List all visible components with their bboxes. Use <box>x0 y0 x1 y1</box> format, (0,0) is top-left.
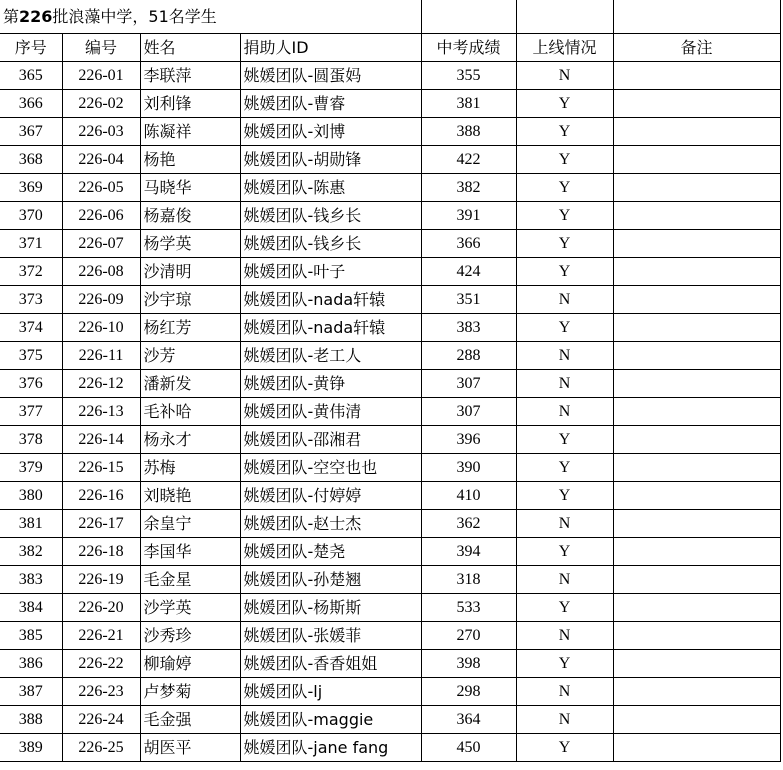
name-cell[interactable]: 胡医平 <box>140 734 240 762</box>
remarks-cell[interactable] <box>613 314 780 342</box>
code-cell[interactable]: 226-08 <box>62 258 140 286</box>
remarks-cell[interactable] <box>613 230 780 258</box>
header-row <box>0 34 780 62</box>
code-cell[interactable]: 226-12 <box>62 370 140 398</box>
seq-cell[interactable]: 381 <box>0 510 62 538</box>
table-row <box>0 370 780 398</box>
name-cell[interactable]: 沙宇琼 <box>140 286 240 314</box>
code-cell[interactable]: 226-05 <box>62 174 140 202</box>
code-cell[interactable]: 226-09 <box>62 286 140 314</box>
status-cell[interactable]: N <box>516 678 613 706</box>
status-cell[interactable]: N <box>516 398 613 426</box>
seq-cell[interactable]: 365 <box>0 62 62 90</box>
donor-id-cell[interactable]: 姚媛团队-曹睿 <box>240 90 421 118</box>
exam-score-cell[interactable]: 355 <box>421 62 516 90</box>
code-cell[interactable]: 226-17 <box>62 510 140 538</box>
donor-id-cell[interactable]: 姚媛团队-杨斯斯 <box>240 594 421 622</box>
table-row <box>0 650 780 678</box>
code-cell[interactable]: 226-02 <box>62 90 140 118</box>
code-cell[interactable]: 226-07 <box>62 230 140 258</box>
table-row <box>0 734 780 762</box>
name-cell[interactable]: 李国华 <box>140 538 240 566</box>
donor-id-cell[interactable]: 姚媛团队-陈惠 <box>240 174 421 202</box>
remarks-cell[interactable] <box>613 706 780 734</box>
seq-cell[interactable]: 369 <box>0 174 62 202</box>
donor-id-cell[interactable]: 姚媛团队-赵士杰 <box>240 510 421 538</box>
seq-cell[interactable]: 386 <box>0 650 62 678</box>
name-cell[interactable]: 毛金强 <box>140 706 240 734</box>
exam-score-cell[interactable]: 270 <box>421 622 516 650</box>
table-row <box>0 230 780 258</box>
remarks-cell[interactable] <box>613 426 780 454</box>
code-cell[interactable]: 226-22 <box>62 650 140 678</box>
exam-score-cell[interactable]: 390 <box>421 454 516 482</box>
donor-id-cell[interactable]: 姚媛团队-老工人 <box>240 342 421 370</box>
status-cell[interactable]: N <box>516 622 613 650</box>
remarks-cell[interactable] <box>613 258 780 286</box>
exam-score-cell[interactable]: 362 <box>421 510 516 538</box>
table-row <box>0 622 780 650</box>
table-row <box>0 482 780 510</box>
empty-cell[interactable] <box>421 0 516 34</box>
exam-score-cell[interactable]: 410 <box>421 482 516 510</box>
title-suffix: 批浪藻中学，51名学生 <box>52 7 217 26</box>
seq-cell[interactable]: 375 <box>0 342 62 370</box>
remarks-cell[interactable] <box>613 202 780 230</box>
remarks-cell[interactable] <box>613 454 780 482</box>
status-cell[interactable]: Y <box>516 482 613 510</box>
table-row <box>0 454 780 482</box>
name-cell[interactable]: 马晓华 <box>140 174 240 202</box>
status-cell[interactable]: N <box>516 286 613 314</box>
name-cell[interactable]: 苏梅 <box>140 454 240 482</box>
header-code[interactable]: 编号 <box>62 34 140 62</box>
donor-id-cell[interactable]: 姚媛团队-孙楚翘 <box>240 566 421 594</box>
seq-cell[interactable]: 367 <box>0 118 62 146</box>
table-row <box>0 510 780 538</box>
empty-cell[interactable] <box>613 0 780 34</box>
status-cell[interactable]: Y <box>516 118 613 146</box>
status-cell[interactable]: N <box>516 342 613 370</box>
status-cell[interactable]: Y <box>516 538 613 566</box>
name-cell[interactable]: 柳瑜婷 <box>140 650 240 678</box>
status-cell[interactable]: Y <box>516 202 613 230</box>
name-cell[interactable]: 沙学英 <box>140 594 240 622</box>
donor-id-cell[interactable]: 姚媛团队-黄铮 <box>240 370 421 398</box>
table-row <box>0 398 780 426</box>
exam-score-cell[interactable]: 307 <box>421 398 516 426</box>
seq-cell[interactable]: 384 <box>0 594 62 622</box>
seq-cell[interactable]: 382 <box>0 538 62 566</box>
code-cell[interactable]: 226-25 <box>62 734 140 762</box>
exam-score-cell[interactable]: 450 <box>421 734 516 762</box>
table-row <box>0 566 780 594</box>
table-row <box>0 706 780 734</box>
status-cell[interactable]: N <box>516 510 613 538</box>
table-row <box>0 146 780 174</box>
code-cell[interactable]: 226-14 <box>62 426 140 454</box>
status-cell[interactable]: Y <box>516 734 613 762</box>
header-donor-id[interactable]: 捐助人ID <box>240 34 421 62</box>
donor-id-cell[interactable]: 姚媛团队-钱乡长 <box>240 230 421 258</box>
name-cell[interactable]: 刘利锋 <box>140 90 240 118</box>
seq-cell[interactable]: 379 <box>0 454 62 482</box>
remarks-cell[interactable] <box>613 566 780 594</box>
seq-cell[interactable]: 376 <box>0 370 62 398</box>
exam-score-cell[interactable]: 533 <box>421 594 516 622</box>
exam-score-cell[interactable]: 351 <box>421 286 516 314</box>
status-cell[interactable]: N <box>516 62 613 90</box>
status-cell[interactable]: Y <box>516 258 613 286</box>
empty-cell[interactable] <box>516 0 613 34</box>
seq-cell[interactable]: 387 <box>0 678 62 706</box>
name-cell[interactable]: 杨嘉俊 <box>140 202 240 230</box>
exam-score-cell[interactable]: 388 <box>421 118 516 146</box>
header-remarks[interactable]: 备注 <box>613 34 780 62</box>
status-cell[interactable]: Y <box>516 230 613 258</box>
donor-id-cell[interactable]: 姚媛团队-nada轩辕 <box>240 286 421 314</box>
donor-id-cell[interactable]: 姚媛团队-刘博 <box>240 118 421 146</box>
name-cell[interactable]: 毛金星 <box>140 566 240 594</box>
table-row <box>0 62 780 90</box>
remarks-cell[interactable] <box>613 482 780 510</box>
remarks-cell[interactable] <box>613 370 780 398</box>
table-row <box>0 594 780 622</box>
table-row <box>0 202 780 230</box>
name-cell[interactable]: 杨永才 <box>140 426 240 454</box>
remarks-cell[interactable] <box>613 286 780 314</box>
donor-id-cell[interactable]: 姚媛团队-张媛菲 <box>240 622 421 650</box>
seq-cell[interactable]: 380 <box>0 482 62 510</box>
seq-cell[interactable]: 385 <box>0 622 62 650</box>
seq-cell[interactable]: 371 <box>0 230 62 258</box>
exam-score-cell[interactable]: 364 <box>421 706 516 734</box>
header-seq[interactable]: 序号 <box>0 34 62 62</box>
code-cell[interactable]: 226-01 <box>62 62 140 90</box>
donor-id-cell[interactable]: 姚媛团队-圆蛋妈 <box>240 62 421 90</box>
name-cell[interactable]: 余皇宁 <box>140 510 240 538</box>
remarks-cell[interactable] <box>613 342 780 370</box>
status-cell[interactable]: Y <box>516 650 613 678</box>
code-cell[interactable]: 226-21 <box>62 622 140 650</box>
table-row <box>0 426 780 454</box>
donor-id-cell[interactable]: 姚媛团队-邵湘君 <box>240 426 421 454</box>
seq-cell[interactable]: 366 <box>0 90 62 118</box>
table-row <box>0 174 780 202</box>
name-cell[interactable]: 潘新发 <box>140 370 240 398</box>
seq-cell[interactable]: 372 <box>0 258 62 286</box>
remarks-cell[interactable] <box>613 62 780 90</box>
seq-cell[interactable]: 389 <box>0 734 62 762</box>
status-cell[interactable]: N <box>516 370 613 398</box>
code-cell[interactable]: 226-16 <box>62 482 140 510</box>
donor-id-cell[interactable]: 姚媛团队-钱乡长 <box>240 202 421 230</box>
header-admission-status[interactable]: 上线情况 <box>516 34 613 62</box>
seq-cell[interactable]: 368 <box>0 146 62 174</box>
table-row <box>0 314 780 342</box>
name-cell[interactable]: 陈凝祥 <box>140 118 240 146</box>
code-cell[interactable]: 226-24 <box>62 706 140 734</box>
table-row <box>0 118 780 146</box>
table-row <box>0 538 780 566</box>
remarks-cell[interactable] <box>613 174 780 202</box>
seq-cell[interactable]: 383 <box>0 566 62 594</box>
donor-id-cell[interactable]: 姚媛团队-nada轩辕 <box>240 314 421 342</box>
code-cell[interactable]: 226-23 <box>62 678 140 706</box>
remarks-cell[interactable] <box>613 118 780 146</box>
header-exam-score[interactable]: 中考成绩 <box>421 34 516 62</box>
donor-id-cell[interactable]: 姚媛团队-lj <box>240 678 421 706</box>
name-cell[interactable]: 沙清明 <box>140 258 240 286</box>
seq-cell[interactable]: 374 <box>0 314 62 342</box>
name-cell[interactable]: 杨艳 <box>140 146 240 174</box>
donor-id-cell[interactable]: 姚媛团队-叶子 <box>240 258 421 286</box>
exam-score-cell[interactable]: 318 <box>421 566 516 594</box>
status-cell[interactable]: Y <box>516 90 613 118</box>
exam-score-cell[interactable]: 381 <box>421 90 516 118</box>
donor-id-cell[interactable]: 姚媛团队-楚尧 <box>240 538 421 566</box>
seq-cell[interactable]: 373 <box>0 286 62 314</box>
table-row <box>0 286 780 314</box>
name-cell[interactable]: 李联萍 <box>140 62 240 90</box>
code-cell[interactable]: 226-03 <box>62 118 140 146</box>
exam-score-cell[interactable]: 382 <box>421 174 516 202</box>
donor-id-cell[interactable]: 姚媛团队-付婷婷 <box>240 482 421 510</box>
title-number: 226 <box>19 7 53 26</box>
table-row <box>0 258 780 286</box>
exam-score-cell[interactable]: 288 <box>421 342 516 370</box>
table-row <box>0 678 780 706</box>
exam-score-cell[interactable]: 307 <box>421 370 516 398</box>
status-cell[interactable]: Y <box>516 594 613 622</box>
status-cell[interactable]: N <box>516 566 613 594</box>
table-row <box>0 90 780 118</box>
exam-score-cell[interactable]: 394 <box>421 538 516 566</box>
remarks-cell[interactable] <box>613 734 780 762</box>
status-cell[interactable]: Y <box>516 174 613 202</box>
donor-id-cell[interactable]: 姚媛团队-黄伟清 <box>240 398 421 426</box>
seq-cell[interactable]: 377 <box>0 398 62 426</box>
seq-cell[interactable]: 388 <box>0 706 62 734</box>
name-cell[interactable]: 卢梦菊 <box>140 678 240 706</box>
code-cell[interactable]: 226-06 <box>62 202 140 230</box>
exam-score-cell[interactable]: 366 <box>421 230 516 258</box>
header-name[interactable]: 姓名 <box>140 34 240 62</box>
remarks-cell[interactable] <box>613 678 780 706</box>
code-cell[interactable]: 226-18 <box>62 538 140 566</box>
code-cell[interactable]: 226-10 <box>62 314 140 342</box>
remarks-cell[interactable] <box>613 650 780 678</box>
code-cell[interactable]: 226-04 <box>62 146 140 174</box>
code-cell[interactable]: 226-19 <box>62 566 140 594</box>
status-cell[interactable]: Y <box>516 454 613 482</box>
remarks-cell[interactable] <box>613 622 780 650</box>
remarks-cell[interactable] <box>613 510 780 538</box>
table-row <box>0 342 780 370</box>
code-cell[interactable]: 226-15 <box>62 454 140 482</box>
name-cell[interactable]: 杨学英 <box>140 230 240 258</box>
title-prefix: 第 <box>3 7 20 26</box>
seq-cell[interactable]: 378 <box>0 426 62 454</box>
name-cell[interactable]: 刘晓艳 <box>140 482 240 510</box>
remarks-cell[interactable] <box>613 538 780 566</box>
remarks-cell[interactable] <box>613 398 780 426</box>
status-cell[interactable]: Y <box>516 426 613 454</box>
donor-id-cell[interactable]: 姚媛团队-胡勋锋 <box>240 146 421 174</box>
exam-score-cell[interactable]: 396 <box>421 426 516 454</box>
name-cell[interactable]: 沙秀珍 <box>140 622 240 650</box>
name-cell[interactable]: 杨红芳 <box>140 314 240 342</box>
seq-cell[interactable]: 370 <box>0 202 62 230</box>
donor-id-cell[interactable]: 姚媛团队-jane fang <box>240 734 421 762</box>
exam-score-cell[interactable]: 298 <box>421 678 516 706</box>
exam-score-cell[interactable]: 391 <box>421 202 516 230</box>
status-cell[interactable]: Y <box>516 314 613 342</box>
exam-score-cell[interactable]: 398 <box>421 650 516 678</box>
code-cell[interactable]: 226-20 <box>62 594 140 622</box>
status-cell[interactable]: Y <box>516 146 613 174</box>
status-cell[interactable]: N <box>516 706 613 734</box>
code-cell[interactable]: 226-13 <box>62 398 140 426</box>
name-cell[interactable]: 毛补哈 <box>140 398 240 426</box>
title-row <box>0 0 780 34</box>
remarks-cell[interactable] <box>613 594 780 622</box>
sheet-title-cell[interactable] <box>0 0 421 34</box>
donor-id-cell[interactable]: 姚媛团队-maggie <box>240 706 421 734</box>
exam-score-cell[interactable]: 422 <box>421 146 516 174</box>
name-cell[interactable]: 沙芳 <box>140 342 240 370</box>
remarks-cell[interactable] <box>613 90 780 118</box>
donor-id-cell[interactable]: 姚媛团队-空空也也 <box>240 454 421 482</box>
code-cell[interactable]: 226-11 <box>62 342 140 370</box>
exam-score-cell[interactable]: 383 <box>421 314 516 342</box>
remarks-cell[interactable] <box>613 146 780 174</box>
exam-score-cell[interactable]: 424 <box>421 258 516 286</box>
donor-id-cell[interactable]: 姚媛团队-香香姐姐 <box>240 650 421 678</box>
